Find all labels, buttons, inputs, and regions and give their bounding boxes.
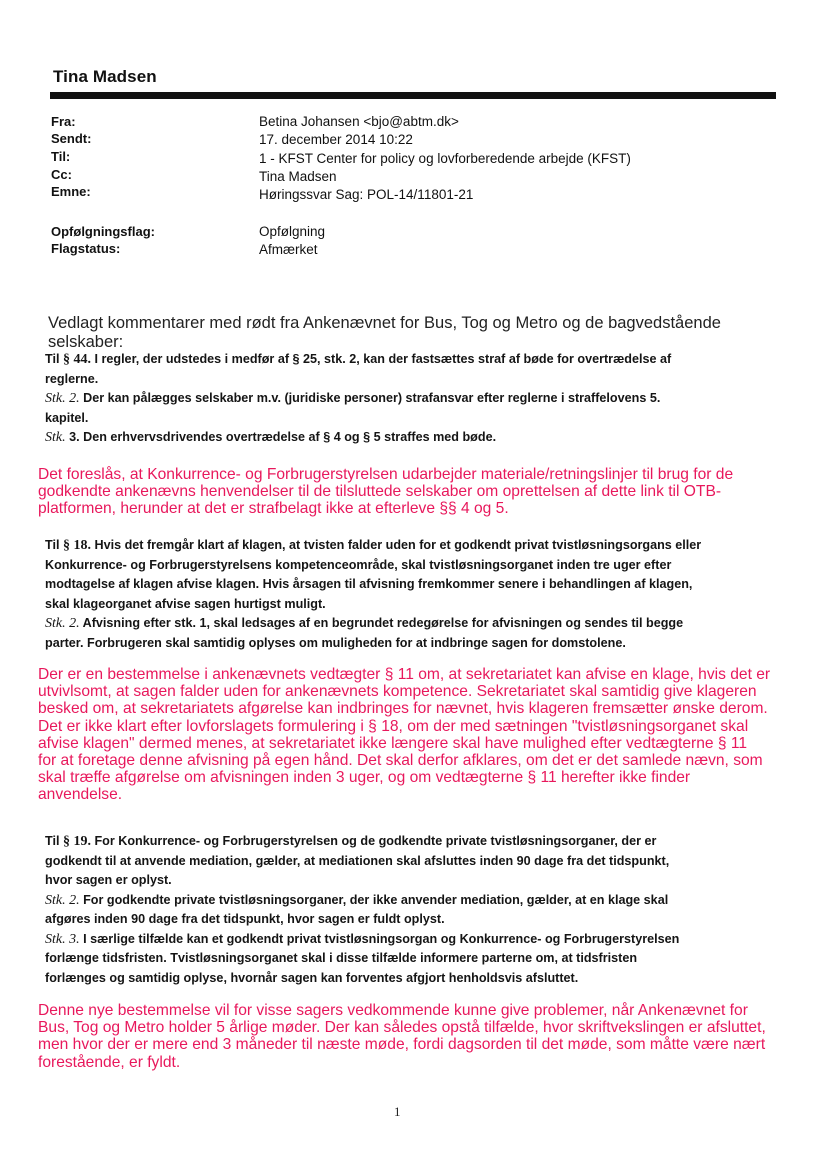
from-value: Betina Johansen <bjo@abtm.dk>	[259, 114, 459, 129]
intro-text: Vedlagt kommentarer med rødt fra Ankenævnet for Bus, Tog og Metro og de bagvedstående selskaber:	[48, 314, 721, 351]
to-value: 1 - KFST Center for policy og lovforberedende arbejde (KFST)	[259, 151, 631, 166]
law-section-18: Til § 18. Hvis det fremgår klart af klagen, at tvisten falder uden for et godkendt privat tvistløsningsorgans eller Konkurrence- og Forbrugerstyrelsens kompetenceområde, skal tvistløsningsorganet inden tre uger efter modtagelse af klagen afvise klagen. Hvis årsagen til afvisning fremkommer senere i behandlingen af klagen, skal klageorganet afvise sagen hurtigst muligt. Stk. 2. Afvisning efter stk. 1, skal ledsages af en begrundet redegørelse for afvisningen og sendes til begge parter. Forbrugeren skal samtidig oplyses om muligheden for at indbringe sagen for domstolene.	[45, 538, 702, 650]
cc-value: Tina Madsen	[259, 169, 337, 184]
sender-name: Tina Madsen	[53, 67, 157, 86]
followup-flag-value: Opfølgning	[259, 224, 326, 239]
cc-label: Cc:	[51, 167, 72, 182]
comment-section-18: Der er en bestemmelse i ankenævnets vedtægter § 11 om, at sekretariatet kan afvise en klage, hvis det er utvivlsomt, at sagen falder uden for ankenævnets kompetence. Sekretariatet skal samtidig give klageren besked om, at sekretariatets afgørelse kan indbringes for nævnet, hvis klageren fremsætter ønske derom. Det er ikke klart efter lovforslagets formulering i § 18, om der med sætningen "tvistløsningsorganet skal afvise klagen" dermed menes, at sekretariatet ikke længere skal have mulighed efter vedtægterne § 11 for at foretage denne afvisning på egen hånd. Det skal derfor afklares, om det er det samlede nævn, som skal træffe afgørelse om afvisningen inden 3 uger, og om vedtægterne § 11 herefter ikke finder anvendelse.	[38, 666, 771, 804]
sent-label: Sendt:	[51, 131, 92, 146]
subject-value: Høringssvar Sag: POL-14/11801-21	[259, 187, 474, 202]
page-number: 1	[394, 1104, 401, 1119]
header-divider	[50, 92, 776, 99]
flag-status-label: Flagstatus:	[51, 241, 121, 256]
law-section-19: Til § 19. For Konkurrence- og Forbrugerstyrelsen og de godkendte private tvistløsningsorganer, der er godkendt til at anvende mediation, gælder, at mediationen skal afsluttes inden 90 dage fra det tidspunkt, hvor sagen er oplyst. Stk. 2. For godkendte private tvistløsningsorganer, der ikke anvender mediation, gælder, at en klage skal afgøres inden 90 dage fra det tidspunkt, hvor sagen er fuldt oplyst. Stk. 3. I særlige tilfælde kan et godkendt privat tvistløsningsorgan og Konkurrence- og Forbrugerstyrelsen forlænge tidsfristen. Tvistløsningsorganet skal i disse tilfælde informere parterne om, at tidsfristen forlænges og samtidig oplyse, hvornår sagen kan forventes afgjort henholdsvis afsluttet.	[45, 834, 680, 985]
followup-flag-label: Opfølgningsflag:	[51, 224, 155, 239]
law-section-44: Til § 44. I regler, der udstedes i medfør af § 25, stk. 2, kan der fastsættes straf af bøde for overtrædelse af reglerne. Stk. 2. Der kan pålægges selskaber m.v. (juridiske personer) strafansvar efter reglerne i straffelovens 5. kapitel. Stk. 3. Den erhvervsdrivendes overtrædelse af § 4 og § 5 straffes med bøde.	[45, 352, 672, 445]
flag-status-value: Afmærket	[259, 242, 318, 257]
subject-label: Emne:	[51, 184, 91, 199]
from-label: Fra:	[51, 114, 76, 129]
sent-value: 17. december 2014 10:22	[259, 132, 413, 147]
comment-section-19: Denne nye bestemmelse vil for visse sagers vedkommende kunne give problemer, når Ankenævnet for Bus, Tog og Metro holder 5 årlige møder. Der kan således opstå tilfælde, hvor skriftvekslingen er afsluttet, men hvor der er mere end 3 måneder til næste møde, fordi dagsorden til det møde, som måtte være nært forestående, er fyldt.	[38, 1002, 766, 1071]
to-label: Til:	[51, 149, 71, 164]
comment-section-44: Det foreslås, at Konkurrence- og Forbrugerstyrelsen udarbejder materiale/retningslinjer til brug for de godkendte ankenævns henvendelser til de tilsluttede selskaber om oprettelsen af dette link til OTB- platformen, herunder at det er strafbelagt ikke at efterleve §§ 4 og 5.	[38, 466, 734, 518]
